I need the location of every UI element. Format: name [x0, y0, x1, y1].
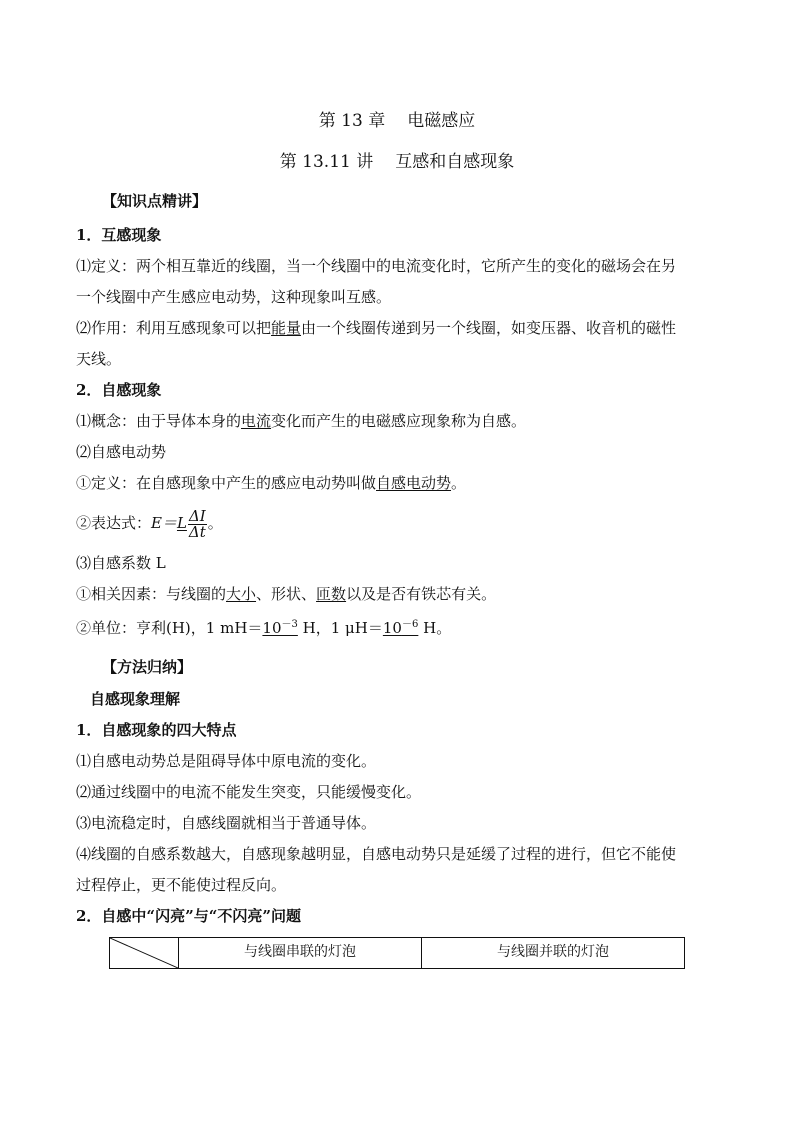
table-header-row [110, 938, 685, 969]
unit-base: 10 [262, 619, 282, 637]
m-p2-title: 2．自感中“闪亮”与“不闪亮”问题 [76, 907, 301, 925]
s2-concept-underlined: 电流 [241, 412, 272, 430]
lecture-title [0, 147, 794, 172]
m-p1-item4-line2: 过程停止，更不能使过程反向。 [76, 876, 287, 894]
s2-expr-post: 。 [207, 514, 223, 532]
unit-base: 10 [382, 619, 402, 637]
s2-expr-lhs: E＝ [151, 514, 177, 532]
m-p1-item4-line1: ⑷线圈的自感系数越大，自感现象越明显，自感电动势只是延缓了过程的进行，但它不能使 [76, 845, 677, 863]
s2-factor-underlined-turns: 匝数 [316, 585, 347, 603]
s2-units [76, 615, 736, 638]
m-p1-item2: ⑵通过线圈中的电流不能发生突变，只能缓慢变化。 [76, 783, 422, 801]
m-p1-item1: ⑴自感电动势总是阻碍导体中原电流的变化。 [76, 752, 377, 770]
s2-factor-mid: 、形状、 [256, 585, 317, 603]
s1-def-line1: ⑴定义：两个相互靠近的线圈，当一个线圈中的电流变化时，它所产生的变化的磁场会在另 [76, 257, 677, 275]
s2-expr-fraction [188, 506, 207, 541]
unit-exponent: －3 [281, 619, 298, 630]
s1-use-post: 由一个线圈传递到另一个线圈，如变压器、收音机的磁性 [301, 319, 677, 337]
chapter-title [0, 106, 794, 131]
s2-concept [76, 411, 736, 431]
diagonal-line-icon [110, 938, 178, 968]
m-subtitle: 自感现象理解 [90, 690, 181, 708]
table-corner-diagonal-cell [110, 938, 179, 969]
s1-use-line1 [76, 318, 736, 338]
s1-use-underlined: 能量 [271, 319, 302, 337]
s1-use-line2: 天线。 [76, 350, 122, 368]
s2-unit-mh-value [262, 619, 297, 637]
fraction-numerator: ΔI [188, 506, 206, 525]
comparison-table [109, 937, 685, 969]
s2-unit-post: H。 [418, 619, 452, 637]
table-header-series: 与线圈串联的灯泡 [179, 938, 422, 969]
s2-title: 2．自感现象 [76, 381, 162, 399]
s2-unit-uh-value [383, 619, 418, 637]
s2-factor-underlined-size: 大小 [226, 585, 257, 603]
lecture-label: 第 13.11 讲 [279, 152, 374, 172]
s2-concept-post: 变化而产生的电磁感应现象称为自感。 [271, 412, 527, 430]
s2-emf-def-underlined: 自感电动势 [376, 474, 452, 492]
s2-emf-def [76, 473, 736, 493]
s2-concept-pre: ⑴概念：由于导体本身的 [76, 412, 242, 430]
s1-title: 1．互感现象 [76, 226, 162, 244]
section-heading-methods: 【方法归纳】 [102, 658, 193, 676]
s1-use-pre: ⑵作用：利用互感现象可以把 [76, 319, 272, 337]
chapter-label: 第 13 章 [318, 111, 386, 131]
s2-expr-L: L [176, 514, 187, 532]
m-p1-item3: ⑶电流稳定时，自感线圈就相当于普通导体。 [76, 814, 377, 832]
s2-expr-pre: ②表达式： [76, 514, 152, 532]
m-p1-title: 1．自感现象的四大特点 [76, 721, 237, 739]
lecture-name: 互感和自感现象 [395, 152, 515, 172]
s2-factors [76, 584, 736, 604]
unit-exponent: －6 [401, 619, 419, 630]
s2-emf-title: ⑵自感电动势 [76, 443, 167, 461]
s2-emf-def-pre: ①定义：在自感现象中产生的感应电动势叫做 [76, 474, 377, 492]
section-heading-knowledge: 【知识点精讲】 [102, 192, 208, 210]
s1-def-line2: 一个线圈中产生感应电动势，这种现象叫互感。 [76, 288, 392, 306]
s2-coef-title: ⑶自感系数 L [76, 554, 166, 572]
s2-expression [76, 503, 736, 543]
s2-unit-mid: H，1 μH＝ [297, 619, 383, 637]
s2-unit-pre: ②单位：亨利(H)，1 mH＝ [76, 619, 263, 637]
s2-factor-post: 以及是否有铁芯有关。 [346, 585, 497, 603]
chapter-name: 电磁感应 [407, 111, 476, 131]
s2-factor-pre: ①相关因素：与线圈的 [76, 585, 227, 603]
table-header-parallel: 与线圈并联的灯泡 [422, 938, 685, 969]
s2-emf-def-post: 。 [451, 474, 467, 492]
fraction-denominator: Δt [188, 522, 206, 541]
